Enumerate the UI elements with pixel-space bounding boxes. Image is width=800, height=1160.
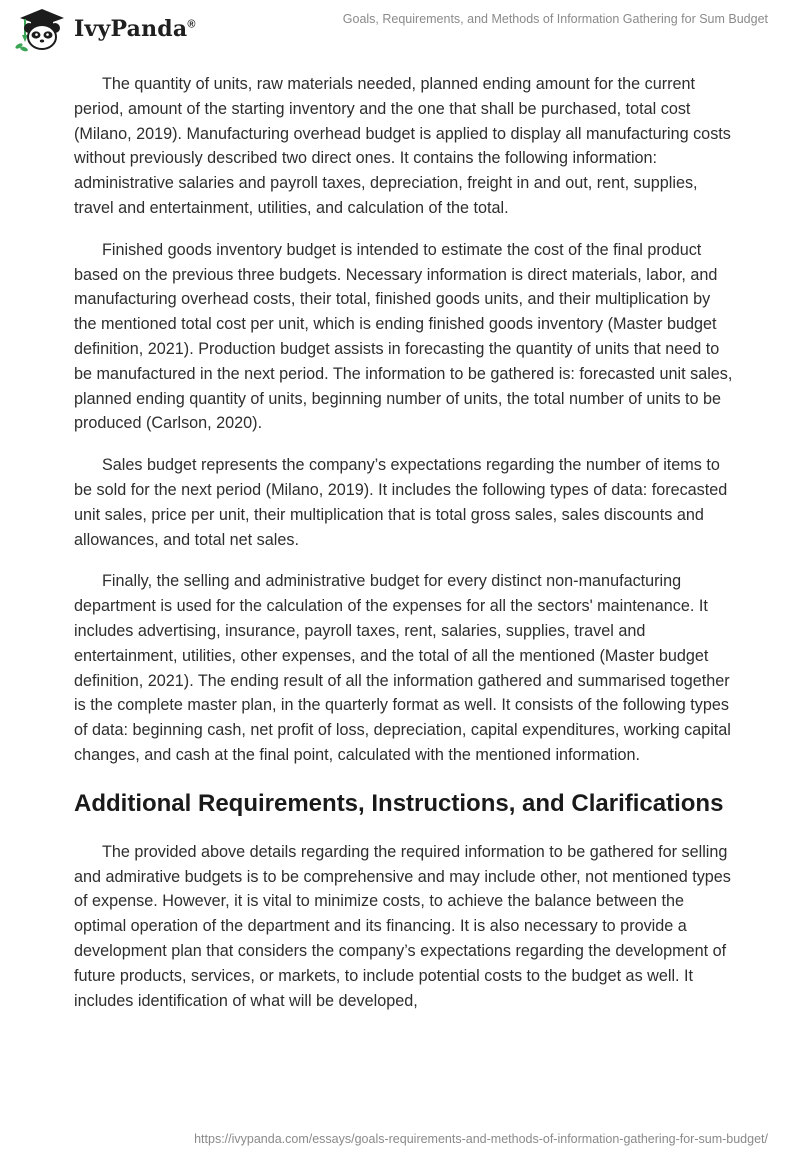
panda-graduate-icon (14, 6, 70, 52)
paragraph: The provided above details regarding the required information to be gathered for selling and admirative budgets is to be comprehensive and may include other, not mentioned types of expense. However, it is vital to minimize costs, to achieve the balance between the optimal operation of the department and its financing. It is also necessary to provide a development plan that considers the company’s expectations regarding the development of future products, services, or markets, to include potential costs to the budget as well. It includes identification of what will be developed, (74, 842, 731, 1010)
section-heading: Additional Requirements, Instructions, and Clarifications (74, 789, 724, 817)
paragraph: Finished goods inventory budget is intended to estimate the cost of the final product based on the previous three budgets. Necessary information is direct materials, labor, and manufacturing overhead costs, their total, finished goods units, and their multiplication by the mentioned total cost per unit, which is ending finished goods inventory (Master budget definition, 2021). Production budget assists in forecasting the quantity of units that need to be manufactured in the next period. The information to be gathered is: forecasted unit sales, planned ending quantity of units, beginning number of units, the total number of units to be produced (Carlson, 2020). (74, 240, 733, 433)
paragraph: Sales budget represents the company’s expectations regarding the number of items to be sold for the next period (Milano, 2019). It includes the following types of data: forecasted unit sales, price per unit, their multiplication that is total gross sales, sales discounts and allowances, and total net sales. (74, 456, 728, 549)
paragraph: Finally, the selling and administrative budget for every distinct non-manufacturing department is used for the calculation of the expenses for all the sectors' maintenance. It includes advertising, insurance, payroll taxes, rent, salaries, supplies, travel and entertainment, utilities, other expenses, and the total of all the mentioned (Master budget definition, 2021). The ending result of all the information gathered and summarised together is the complete master plan, in the quarterly format as well. It consists of the following types of data: beginning cash, net profit of loss, depreciation, capital expenditures, working capital changes, and cash at the final point, calculated with the mentioned information. (74, 572, 731, 764)
essay-body (74, 72, 734, 1030)
logo-text: IvyPanda® (74, 16, 196, 42)
ivypanda-logo[interactable] (14, 6, 196, 52)
source-url[interactable]: https://ivypanda.com/essays/goals-requirements-and-methods-of-information-gathering-for-sum-budget/ (194, 1132, 768, 1146)
paragraph: The quantity of units, raw materials needed, planned ending amount for the current period, amount of the starting inventory and the one that shall be purchased, total cost (Milano, 2019). Manufacturing overhead budget is applied to display all manufacturing costs without previously described two direct ones. It contains the following information: administrative salaries and payroll taxes, depreciation, freight in and out, rent, supplies, travel and entertainment, utilities, and calculation of the total. (74, 75, 731, 217)
document-title: Goals, Requirements, and Methods of Information Gathering for Sum Budget (342, 12, 768, 26)
page-header (0, 0, 800, 60)
